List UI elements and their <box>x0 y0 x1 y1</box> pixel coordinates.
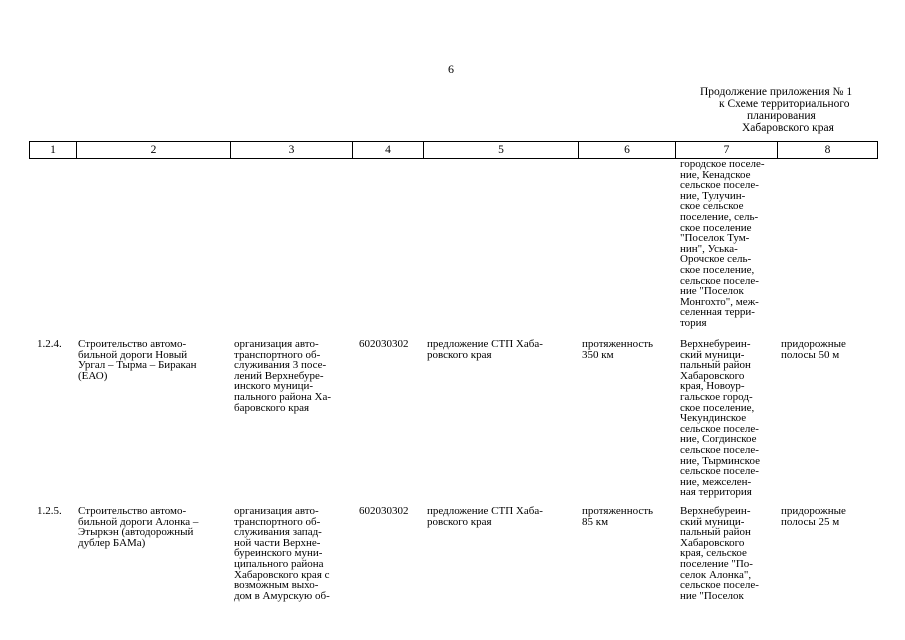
object-name-cell: Строительство автомо- бильной дороги Новый Ургал – Тырма – Биракан (ЕАО) <box>78 338 197 382</box>
column-number: 3 <box>231 142 353 159</box>
column-number: 8 <box>778 142 878 159</box>
source-cell: предложение СТП Хаба- ровского края <box>427 505 543 528</box>
column-number: 5 <box>424 142 579 159</box>
column-number: 6 <box>579 142 676 159</box>
characteristic-cell: протяженность 85 км <box>582 505 654 528</box>
code-cell: 602030302 <box>359 338 409 350</box>
purpose-cell: организация авто- транспортного об- служивания 3 посе- лений Верхнебуре- инского муници- пального района Ха- баровского края <box>234 338 332 414</box>
column-number: 7 <box>676 142 778 159</box>
characteristic-cell: протяженность 350 км <box>582 338 654 361</box>
zone-cell: придорожные полосы 25 м <box>781 505 846 528</box>
location-cell: Верхнебуреин- ский муници- пальный район Хабаровского края, сельское поселение "По- селок Алонка", сельское поселе- ние "Поселок <box>680 505 759 602</box>
appendix-note-line: Хабаровского края <box>742 122 834 134</box>
appendix-note-line: планирования <box>747 110 816 122</box>
column-number: 1 <box>30 142 77 159</box>
continuation-location-cell: городское поселе- ние, Кенадское сельское поселе- ние, Тулучин- ское сельское поселение, сель- ское поселение "Поселок Тум- нин", Уська- Орочское сель- ское поселение, сельское поселе- ние "Поселок Монгохто", меж- селенная терри- тория <box>680 158 765 329</box>
purpose-cell: организация авто- транспортного об- служивания запад- ной части Верхне- буреинского муни- ципального района Хабаровского края с возможным выхо- дом в Амурскую об- <box>234 505 330 602</box>
page-number: 6 <box>448 62 454 76</box>
column-number: 2 <box>77 142 231 159</box>
column-number-header <box>29 141 878 159</box>
source-cell: предложение СТП Хаба- ровского края <box>427 338 543 361</box>
zone-cell: придорожные полосы 50 м <box>781 338 846 361</box>
appendix-note-line: Продолжение приложения № 1 <box>700 86 853 98</box>
row-number: 1.2.4. <box>37 338 62 350</box>
row-number: 1.2.5. <box>37 505 62 517</box>
object-name-cell: Строительство автомо- бильной дороги Алонка – Этыркэн (автодорожный дублер БАМа) <box>78 505 199 549</box>
appendix-note-line: к Схеме территориального <box>719 98 850 110</box>
column-number: 4 <box>353 142 424 159</box>
location-cell: Верхнебуреин- ский муници- пальный район Хабаровского края, Новоур- гальское город- ское поселение, Чекундинское сельское поселе- ние, Согдинское сельское поселе- ние, Тырминское сельское поселе- ние, межселен- ная территория <box>680 338 760 499</box>
appendix-note <box>700 86 878 134</box>
code-cell: 602030302 <box>359 505 409 517</box>
